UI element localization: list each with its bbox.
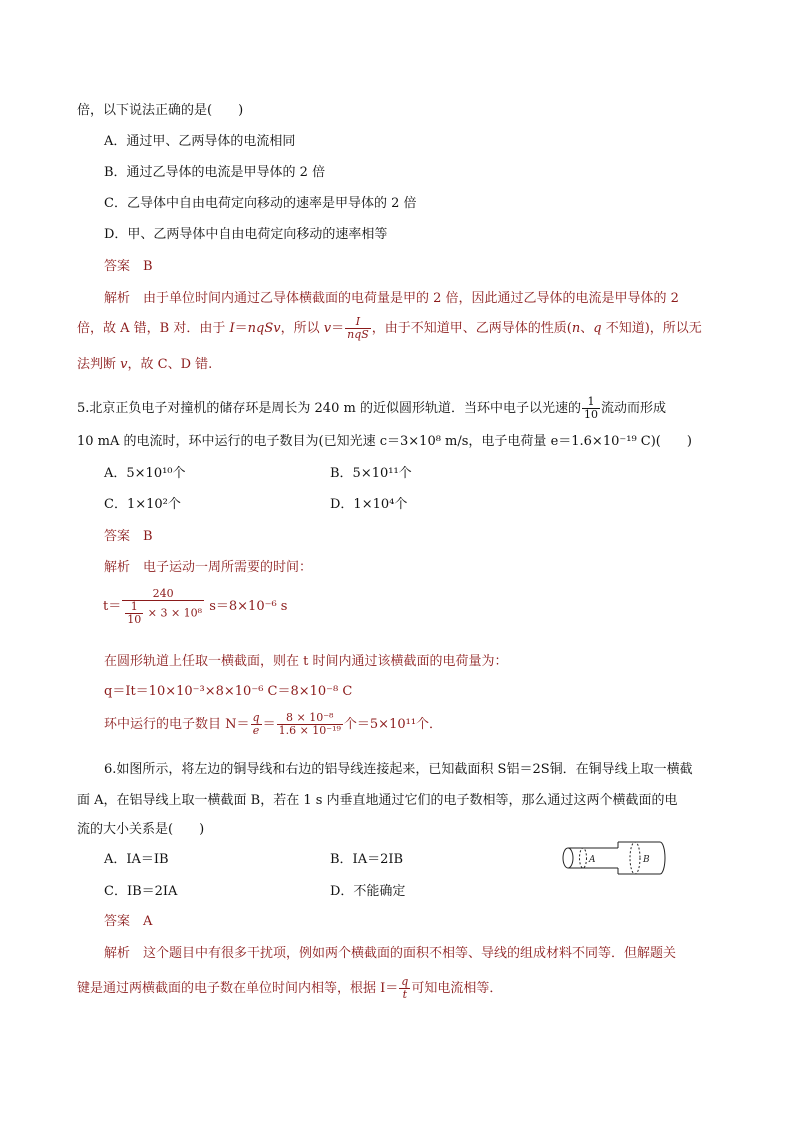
q5-explanation-line2: 在圆形轨道上任取一横截面，则在 t 时间内通过该横截面的电荷量为： bbox=[104, 654, 508, 669]
q4-stem-continuation: 倍，以下说法正确的是( ) bbox=[77, 103, 244, 118]
q5-electron-count: 环中运行的电子数目 N＝ $\frac{q}{e}$ ＝ $\frac{\text{8 × 10⁻⁸}}{\text{1.6 × 10⁻¹⁹}}$ 个＝5×10¹¹个． bbox=[104, 711, 443, 737]
q5-stem-line2: 10 mA 的电流时，环中运行的电子数目为(已知光速 c＝3×10⁸ m/s，电子电荷量 e＝1.6×10⁻¹⁹ C)( ) bbox=[77, 434, 692, 449]
q5-stem-line1: 5.北京正负电子对撞机的储存环是周长为 240 m 的近似圆形轨道．当环中电子以光速的 $\frac{1}{10}$ 流动而形成 bbox=[77, 395, 666, 421]
q6-answer: 答案 A bbox=[104, 914, 153, 929]
q6-option-c: C．IB＝2IA bbox=[104, 884, 178, 899]
q6-option-b: B．IA＝2IB bbox=[330, 852, 404, 867]
q6-stem-line3: 流的大小关系是( ) bbox=[77, 822, 205, 837]
q4-option-a: A．通过甲、乙两导体的电流相同 bbox=[104, 134, 296, 149]
q6-option-a: A．IA＝IB bbox=[104, 852, 169, 867]
q6-stem-line1: 6.如图所示，将左边的铜导线和右边的铝导线连接起来，已知截面积 S铝＝2S铜．在铜导线上取一横截 bbox=[104, 762, 693, 777]
q4-answer: 答案 B bbox=[104, 259, 153, 274]
q4-velocity-fraction: $\frac{I}{\text{nqS}}$ bbox=[347, 315, 369, 341]
q4-explanation-line3: 法判断 v，故 C、D 错. bbox=[77, 357, 213, 372]
section-b-label: B bbox=[643, 855, 650, 865]
q5-option-d: D．1×10⁴个 bbox=[330, 497, 408, 512]
q5-charge-formula: q＝It＝10×10⁻³×8×10⁻⁶ C＝8×10⁻⁸ C bbox=[104, 684, 353, 699]
q4-explanation-line2: 倍，故 A 错，B 对．由于 I＝nqSv，所以 v＝ $\frac{I}{\text{nqS}}$ ，由于不知道甲、乙两导体的性质(n、q 不知道)，所以无 bbox=[77, 315, 702, 341]
q5-time-formula: t＝ 240 $\frac{1}{10}$ × 3 × 10⁸ s＝8×10⁻⁶ s bbox=[103, 587, 288, 626]
q5-option-c: C．1×10²个 bbox=[104, 497, 181, 512]
q6-explanation-line2: 键是通过两横截面的电子数在单位时间内相等，根据 I＝ $\frac{q}{t}$ 可知电流相等． bbox=[77, 975, 503, 1001]
q6-stem-line2: 面 A，在铝导线上取一横截面 B，若在 1 s 内垂直地通过它们的电子数相等，那么通过这两个横截面的电 bbox=[77, 793, 678, 808]
q4-option-b: B．通过乙导体的电流是甲导体的 2 倍 bbox=[104, 165, 326, 180]
q4-explanation-line1: 解析 由于单位时间内通过乙导体横截面的电荷量是甲的 2 倍，因此通过乙导体的电流是甲导体的 2 bbox=[104, 291, 679, 306]
q5-answer: 答案 B bbox=[104, 529, 153, 544]
q5-light-fraction: $\frac{1}{10}$ bbox=[583, 395, 598, 421]
q6-explanation-line1: 解析 这个题目中有很多干扰项，例如两个横截面的面积不相等、导线的组成材料不同等．但解题关 bbox=[104, 946, 677, 961]
q6-option-d: D．不能确定 bbox=[330, 884, 406, 899]
q5-explanation-line1: 解析 电子运动一周所需要的时间： bbox=[104, 560, 313, 575]
q5-option-a: A．5×10¹⁰个 bbox=[104, 466, 186, 481]
wire-figure bbox=[558, 838, 670, 878]
q5-option-b: B．5×10¹¹个 bbox=[330, 466, 412, 481]
q4-option-c: C．乙导体中自由电荷定向移动的速率是甲导体的 2 倍 bbox=[104, 196, 417, 211]
section-a-label: A bbox=[589, 855, 596, 865]
q4-option-d: D．甲、乙两导体中自由电荷定向移动的速率相等 bbox=[104, 227, 388, 242]
